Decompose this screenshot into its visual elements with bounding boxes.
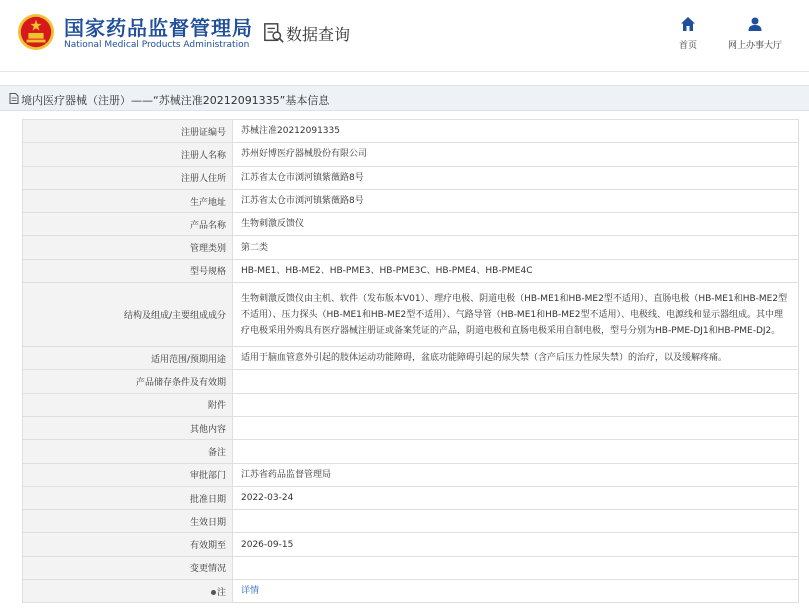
field-label-text: 批准日期	[189, 494, 226, 505]
field-value	[233, 189, 799, 212]
field-label	[23, 143, 233, 166]
field-label	[23, 166, 233, 189]
nav-online-office-link[interactable]	[722, 16, 788, 56]
field-value-text: 江苏省太仓市浏河镇紫薇路8号	[241, 196, 364, 207]
field-value-text: 苏州好博医疗器械股份有限公司	[241, 149, 368, 160]
national-emblem-icon	[17, 13, 55, 51]
field-label-text: 附件	[207, 401, 226, 412]
field-value	[233, 259, 799, 282]
site-title-en: National Medical Products Administration	[64, 40, 250, 50]
table-row	[23, 510, 799, 533]
field-value	[233, 283, 799, 347]
field-value-text: 江苏省药品监督管理局	[241, 469, 332, 480]
details-link[interactable]: 详情	[241, 586, 260, 597]
table-row	[23, 370, 799, 393]
field-label	[23, 393, 233, 416]
field-value	[233, 556, 799, 579]
field-label-text: 注册人名称	[180, 150, 226, 161]
field-value-text: 生物刺激反馈仪由主机、软件（发布版本V01）、理疗电极、阴道电极（HB-ME1和HB-ME2型不适用）、直肠电极（HB-ME1和HB-ME2型不适用）、压力探头（HB-ME1和HB-ME2型不适用）、气路导管（HB-ME1和HB-ME2型不适用）、电极线、电源线和显示器组成。其中理疗电极采用外购具有医疗器械注册证或备案凭证的产品，阴道电极和直肠电极采用自制电极，型号分别为HB-PME-DJ1和HB-PME-DJ2。	[241, 293, 788, 336]
table-row	[23, 283, 799, 347]
field-label	[23, 347, 233, 370]
table-row	[23, 486, 799, 509]
field-label	[23, 283, 233, 347]
nav-online-office-label: 网上办事大厅	[727, 41, 782, 51]
field-label-text: 其他内容	[189, 424, 226, 435]
field-label-text: 型号规格	[189, 267, 226, 278]
field-value-text: 2022-03-24	[241, 493, 294, 503]
field-value	[233, 510, 799, 533]
table-row	[23, 347, 799, 370]
field-label-text: 注册人住所	[180, 174, 226, 185]
field-value-text: 生物刺激反馈仪	[241, 219, 305, 230]
field-label-text: 备注	[207, 447, 226, 458]
table-row	[23, 533, 799, 556]
field-value	[233, 533, 799, 556]
table-row	[23, 213, 799, 236]
field-value-text: 江苏省太仓市浏河镇紫薇路8号	[241, 172, 364, 183]
field-value	[233, 213, 799, 236]
field-value-text: 2026-09-15	[241, 539, 294, 550]
field-label-text: 产品储存条件及有效期	[135, 378, 226, 389]
data-query-icon	[263, 22, 285, 44]
field-label	[23, 259, 233, 282]
document-icon	[9, 93, 19, 104]
field-value-text: 适用于脑血管意外引起的肢体运动功能障碍，盆底功能障碍引起的尿失禁（含产后压力性尿失禁）的治疗，以及缓解疼痛。	[241, 353, 728, 364]
field-label-text: 审批部门	[189, 471, 226, 482]
field-label	[23, 213, 233, 236]
field-value	[233, 580, 799, 603]
table-row	[23, 259, 799, 282]
field-label-text: 有效期至	[189, 541, 226, 552]
site-title-cn: 国家药品监督管理局	[64, 16, 253, 40]
field-label-text: 变更情况	[189, 564, 226, 575]
field-label	[23, 440, 233, 463]
field-value-text: HB-ME1、HB-ME2、HB-PME3、HB-PME3C、HB-PME4、HB-PME4C	[241, 265, 533, 276]
field-label-text: 结构及组成/主要组成成分	[123, 311, 226, 322]
field-label-text: 注	[216, 587, 226, 598]
breadcrumb-text: 境内医疗器械（注册）——“苏械注准20212091335”基本信息	[21, 94, 330, 107]
device-detail-table	[22, 119, 799, 603]
field-label-text: 适用范围/预期用途	[150, 354, 226, 365]
field-value	[233, 486, 799, 509]
section-title: 数据查询	[286, 25, 351, 44]
table-row	[23, 580, 799, 603]
field-label	[23, 463, 233, 486]
field-label-text: 产品名称	[189, 220, 226, 231]
field-value	[233, 143, 799, 166]
table-row	[23, 143, 799, 166]
field-label	[23, 416, 233, 439]
field-label-text: 生产地址	[189, 197, 226, 208]
breadcrumb	[0, 85, 809, 111]
field-label	[23, 120, 233, 143]
nav-home-label: 首页	[678, 41, 697, 51]
field-label	[23, 189, 233, 212]
table-row	[23, 189, 799, 212]
field-label	[23, 580, 233, 603]
table-row	[23, 440, 799, 463]
bullet-icon	[211, 590, 216, 595]
field-value-text: 苏械注准20212091335	[241, 126, 340, 137]
field-label-text: 生效日期	[189, 517, 226, 528]
field-value	[233, 347, 799, 370]
table-row	[23, 236, 799, 259]
field-label-text: 管理类别	[189, 244, 226, 255]
field-value	[233, 440, 799, 463]
table-row	[23, 463, 799, 486]
field-label	[23, 556, 233, 579]
field-value	[233, 166, 799, 189]
field-label	[23, 510, 233, 533]
field-label	[23, 370, 233, 393]
field-value	[233, 370, 799, 393]
table-row	[23, 393, 799, 416]
nav-home-link[interactable]	[670, 16, 706, 56]
field-value	[233, 120, 799, 143]
home-icon	[680, 16, 696, 32]
field-value	[233, 236, 799, 259]
field-value-text: 第二类	[241, 242, 269, 253]
table-row	[23, 120, 799, 143]
field-value	[233, 393, 799, 416]
table-row	[23, 416, 799, 439]
field-value	[233, 463, 799, 486]
field-value	[233, 416, 799, 439]
field-label-text: 注册证编号	[180, 127, 226, 138]
table-row	[23, 556, 799, 579]
table-row	[23, 166, 799, 189]
field-label	[23, 486, 233, 509]
field-label	[23, 236, 233, 259]
site-header	[0, 0, 809, 72]
field-label	[23, 533, 233, 556]
user-icon	[747, 16, 763, 32]
